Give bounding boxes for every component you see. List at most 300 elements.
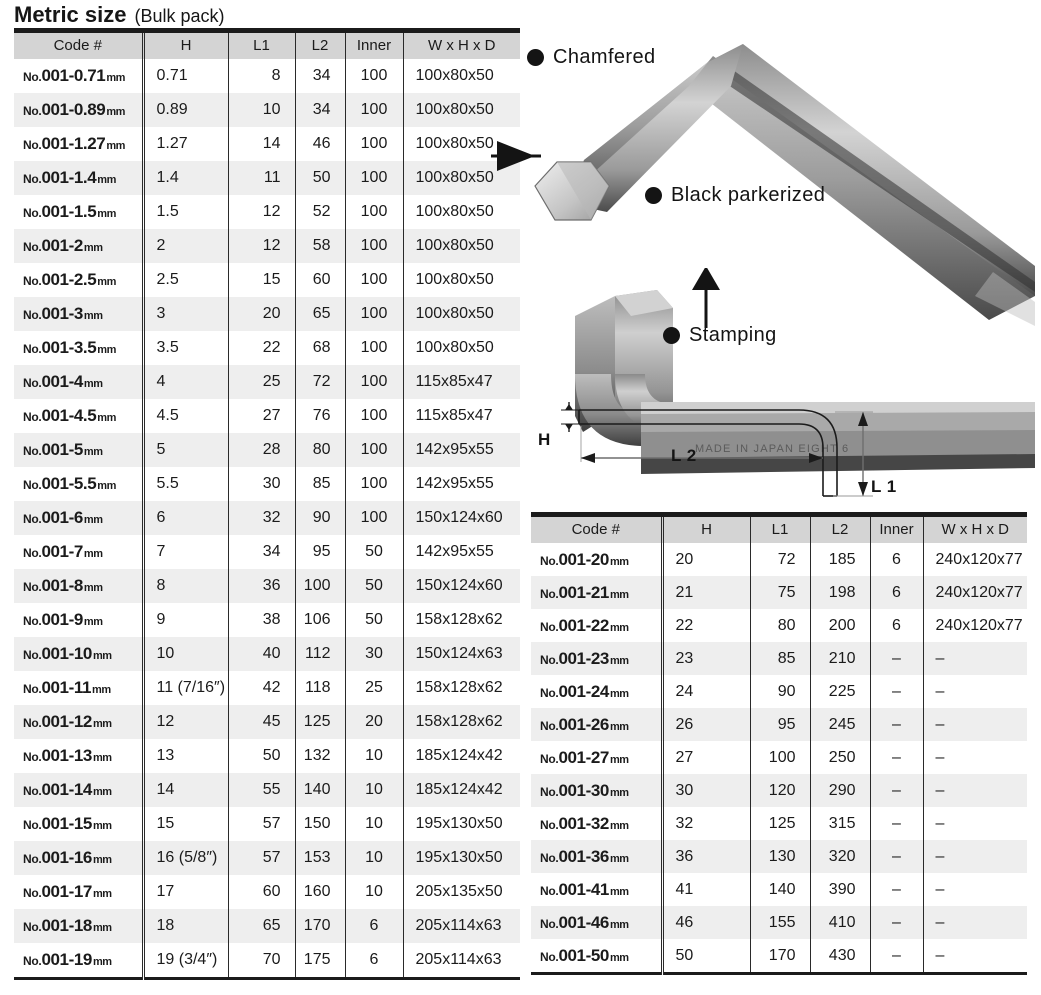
code-unit: mm [92,888,112,900]
code-unit: mm [609,753,629,766]
code-unit: mm [609,687,629,700]
code-unit: mm [83,378,103,390]
cell-h: 0.89 [143,93,228,127]
code-number: 001-19 [41,950,92,969]
code-unit: mm [609,786,629,799]
cell-l1: 55 [228,773,295,807]
cell-l1: 22 [228,331,295,365]
cell-dimensions: – [923,939,1027,974]
table-right-header-row [531,517,1027,543]
cell-inner: 100 [345,195,403,229]
code-prefix: No. [23,954,42,968]
code-prefix: No. [23,376,42,390]
table-row [14,569,520,603]
code-prefix: No. [23,546,42,560]
cell-code [14,399,143,433]
cell-l1: 140 [750,873,810,906]
code-unit: mm [609,555,629,568]
code-prefix: No. [540,817,559,832]
col-header-inner: Inner [345,33,403,59]
cell-code [14,59,143,93]
code-number: 001-26 [558,714,609,734]
callout-chamfered [527,46,656,69]
code-number: 001-16 [41,848,92,867]
cell-inner: 100 [345,161,403,195]
cell-code [14,229,143,263]
code-unit: mm [609,588,629,601]
cell-l1: 80 [750,609,810,642]
col-header-inner: Inner [870,517,923,543]
cell-code [531,873,662,906]
code-prefix: No. [23,444,42,458]
code-number: 001-3 [41,304,83,323]
cell-code [531,906,662,939]
table-row [531,873,1027,906]
cell-code [14,127,143,161]
cell-h: 32 [662,807,750,840]
cell-inner: – [870,708,923,741]
page-title-main: Metric size [14,2,127,27]
dimension-label-h: H [538,430,551,449]
code-prefix: No. [540,553,559,568]
code-prefix: No. [23,478,42,492]
cell-h: 26 [662,708,750,741]
cell-l1: 36 [228,569,295,603]
cell-h: 27 [662,741,750,774]
cell-code [14,263,143,297]
code-prefix: No. [23,172,42,186]
code-unit: mm [609,951,629,964]
cell-l2: 390 [810,873,870,906]
cell-dimensions: 100x80x50 [403,127,520,161]
cell-l1: 85 [750,642,810,675]
table-row [531,609,1027,642]
code-prefix: No. [540,916,559,931]
table-row [531,939,1027,974]
code-unit: mm [609,819,629,832]
cell-l1: 8 [228,59,295,93]
cell-dimensions: 100x80x50 [403,195,520,229]
code-prefix: No. [540,883,559,898]
cell-l2: 60 [295,263,345,297]
cell-inner: 100 [345,399,403,433]
cell-l2: 52 [295,195,345,229]
cell-h: 3 [143,297,228,331]
table-row [14,943,520,979]
cell-l2: 150 [295,807,345,841]
cell-l2: 175 [295,943,345,979]
cell-l1: 27 [228,399,295,433]
table-row [14,229,520,263]
cell-code [14,637,143,671]
cell-h: 5.5 [143,467,228,501]
cell-dimensions: 142x95x55 [403,535,520,569]
code-prefix: No. [23,512,42,526]
cell-dimensions: – [923,675,1027,708]
code-prefix: No. [23,784,42,798]
code-unit: mm [92,820,112,832]
cell-h: 8 [143,569,228,603]
cell-l1: 57 [228,841,295,875]
cell-dimensions: 100x80x50 [403,161,520,195]
cell-code [14,909,143,943]
table-right-header [531,512,1027,543]
code-number: 001-41 [558,879,609,899]
cell-dimensions: 240x120x77 [923,609,1027,642]
cell-inner: 25 [345,671,403,705]
code-prefix: No. [540,652,559,667]
cell-l2: 46 [295,127,345,161]
cell-inner: 50 [345,603,403,637]
page-title-sub: (Bulk pack) [134,6,225,26]
cell-inner: 50 [345,569,403,603]
cell-code [14,603,143,637]
code-number: 001-20 [558,549,609,569]
cell-l1: 42 [228,671,295,705]
cell-l2: 410 [810,906,870,939]
code-number: 001-30 [558,780,609,800]
cell-inner: 6 [870,543,923,576]
cell-inner: 100 [345,127,403,161]
cell-l1: 25 [228,365,295,399]
code-prefix: No. [23,240,42,254]
code-unit: mm [609,621,629,634]
code-unit: mm [83,446,103,458]
cell-dimensions: 240x120x77 [923,576,1027,609]
cell-dimensions: 195x130x50 [403,807,520,841]
cell-h: 12 [143,705,228,739]
code-unit: mm [83,548,103,560]
code-prefix: No. [23,614,42,628]
code-unit: mm [92,650,112,662]
cell-dimensions: 240x120x77 [923,543,1027,576]
cell-l2: 125 [295,705,345,739]
table-row [531,807,1027,840]
cell-h: 7 [143,535,228,569]
cell-l2: 90 [295,501,345,535]
cell-inner: 100 [345,93,403,127]
cell-h: 15 [143,807,228,841]
code-prefix: No. [540,949,559,964]
cell-l1: 90 [750,675,810,708]
cell-dimensions: 100x80x50 [403,59,520,93]
code-unit: mm [609,885,629,898]
code-number: 001-1.4 [41,168,97,187]
table-row [14,875,520,909]
code-number: 001-21 [558,582,609,602]
cell-h: 19 (3/4″) [143,943,228,979]
cell-dimensions: 100x80x50 [403,331,520,365]
code-number: 001-50 [558,945,609,965]
cell-inner: – [870,675,923,708]
cell-l1: 155 [750,906,810,939]
code-number: 001-23 [558,648,609,668]
code-number: 001-22 [558,615,609,635]
cell-l2: 95 [295,535,345,569]
table-row [531,906,1027,939]
cell-dimensions: – [923,840,1027,873]
cell-code [14,161,143,195]
col-header-l2: L2 [295,33,345,59]
cell-l2: 153 [295,841,345,875]
code-prefix: No. [540,685,559,700]
code-unit: mm [92,922,112,934]
table-left-header [14,28,520,59]
code-unit: mm [97,412,116,424]
cell-h: 2.5 [143,263,228,297]
cell-l2: 320 [810,840,870,873]
cell-dimensions: – [923,873,1027,906]
cell-l2: 68 [295,331,345,365]
stamping-engraving: MADE IN JAPAN EIGHT 6 [695,443,850,455]
code-unit: mm [97,276,116,288]
code-number: 001-1.5 [41,202,97,221]
cell-inner: 100 [345,467,403,501]
cell-h: 10 [143,637,228,671]
code-unit: mm [609,852,629,865]
code-number: 001-5.5 [41,474,97,493]
callout-chamfered-label: Chamfered [553,46,656,68]
cell-inner: 6 [345,909,403,943]
cell-inner: 100 [345,263,403,297]
code-unit: mm [609,918,629,931]
cell-h: 30 [662,774,750,807]
code-prefix: No. [23,70,42,84]
code-unit: mm [92,956,112,968]
cell-code [14,569,143,603]
table-left-body [14,59,520,979]
cell-l2: 85 [295,467,345,501]
code-prefix: No. [540,586,559,601]
cell-l1: 11 [228,161,295,195]
code-number: 001-2.5 [41,270,97,289]
cell-dimensions: 195x130x50 [403,841,520,875]
cell-inner: 10 [345,739,403,773]
cell-code [531,642,662,675]
cell-dimensions: 100x80x50 [403,229,520,263]
cell-code [531,609,662,642]
cell-code [531,840,662,873]
cell-l2: 185 [810,543,870,576]
cell-dimensions: 205x114x63 [403,909,520,943]
code-number: 001-9 [41,610,83,629]
cell-inner: 10 [345,875,403,909]
cell-h: 4 [143,365,228,399]
cell-h: 20 [662,543,750,576]
cell-l2: 72 [295,365,345,399]
cell-code [531,741,662,774]
code-prefix: No. [23,138,42,152]
cell-dimensions: – [923,774,1027,807]
code-number: 001-4.5 [41,406,97,425]
code-number: 001-1.27 [41,134,106,153]
table-left-header-row [14,33,520,59]
table-row [14,705,520,739]
bullet-icon [645,187,662,204]
code-number: 001-0.71 [41,66,106,85]
cell-inner: 100 [345,433,403,467]
code-prefix: No. [540,751,559,766]
cell-inner: 100 [345,297,403,331]
cell-h: 11 (7/16″) [143,671,228,705]
cell-l1: 130 [750,840,810,873]
cell-h: 23 [662,642,750,675]
cell-dimensions: 100x80x50 [403,263,520,297]
cell-l2: 250 [810,741,870,774]
cell-dimensions: 205x135x50 [403,875,520,909]
cell-dimensions: 185x124x42 [403,773,520,807]
cell-l2: 200 [810,609,870,642]
code-prefix: No. [540,784,559,799]
cell-dimensions: 205x114x63 [403,943,520,979]
cell-inner: – [870,642,923,675]
cell-code [14,535,143,569]
cell-inner: 100 [345,229,403,263]
cell-code [14,433,143,467]
cell-l1: 34 [228,535,295,569]
table-row [14,671,520,705]
table-row [14,773,520,807]
col-header-h: H [662,517,750,543]
cell-l1: 70 [228,943,295,979]
cell-l1: 32 [228,501,295,535]
product-illustration [523,34,1041,502]
callout-stamping [663,324,777,347]
cell-dimensions: 150x124x63 [403,637,520,671]
code-prefix: No. [23,274,42,288]
table-row [14,501,520,535]
cell-l2: 225 [810,675,870,708]
cell-l2: 210 [810,642,870,675]
cell-l1: 100 [750,741,810,774]
cell-h: 2 [143,229,228,263]
table-row [14,365,520,399]
cell-dimensions: – [923,741,1027,774]
cell-l1: 12 [228,195,295,229]
code-number: 001-3.5 [41,338,97,357]
cell-inner: 6 [870,609,923,642]
code-prefix: No. [540,619,559,634]
table-row [14,637,520,671]
cell-inner: – [870,741,923,774]
page-title [14,2,225,28]
code-number: 001-13 [41,746,92,765]
cell-l1: 125 [750,807,810,840]
cell-l1: 95 [750,708,810,741]
cell-l2: 34 [295,93,345,127]
table-row [531,543,1027,576]
cell-code [14,773,143,807]
code-unit: mm [92,684,111,696]
cell-dimensions: 158x128x62 [403,671,520,705]
col-header-l1: L1 [750,517,810,543]
cell-h: 4.5 [143,399,228,433]
cell-l1: 20 [228,297,295,331]
cell-l1: 14 [228,127,295,161]
cell-l1: 60 [228,875,295,909]
cell-code [14,739,143,773]
cell-dimensions: 150x124x60 [403,501,520,535]
col-header-dim: W x H x D [923,517,1027,543]
cell-inner: – [870,807,923,840]
cell-l2: 160 [295,875,345,909]
code-prefix: No. [23,818,42,832]
cell-h: 16 (5/8″) [143,841,228,875]
code-prefix: No. [23,852,42,866]
cell-l1: 38 [228,603,295,637]
cell-l2: 290 [810,774,870,807]
cell-code [14,501,143,535]
cell-code [531,708,662,741]
cell-h: 13 [143,739,228,773]
cell-code [14,943,143,979]
cell-dimensions: 150x124x60 [403,569,520,603]
cell-inner: – [870,873,923,906]
cell-l2: 430 [810,939,870,974]
code-prefix: No. [23,716,42,730]
chamfered-arrow-icon [301,139,541,173]
cell-l2: 65 [295,297,345,331]
spec-table-right [531,512,1027,975]
code-prefix: No. [23,580,42,594]
code-unit: mm [97,344,116,356]
code-prefix: No. [23,648,42,662]
cell-dimensions: 142x95x55 [403,433,520,467]
stamping-arrow-icon [689,268,723,328]
cell-inner: – [870,939,923,974]
table-row [14,297,520,331]
cell-l1: 75 [750,576,810,609]
col-header-code: Code # [531,517,662,543]
cell-inner: 10 [345,841,403,875]
code-number: 001-15 [41,814,92,833]
table-row [14,841,520,875]
bullet-icon [527,49,544,66]
col-header-l2: L2 [810,517,870,543]
dimension-label-l2: L 2 [671,446,697,465]
code-number: 001-14 [41,780,92,799]
code-unit: mm [106,106,125,118]
code-number: 001-8 [41,576,83,595]
code-number: 001-10 [41,644,92,663]
cell-code [14,671,143,705]
cell-code [14,297,143,331]
cell-code [531,774,662,807]
callout-parkerized-label: Black parkerized [671,184,826,206]
cell-inner: – [870,774,923,807]
cell-h: 9 [143,603,228,637]
code-prefix: No. [23,308,42,322]
table-row [14,603,520,637]
cell-l2: 34 [295,59,345,93]
cell-code [531,543,662,576]
table-row [14,93,520,127]
code-prefix: No. [23,886,42,900]
cell-h: 1.27 [143,127,228,161]
cell-l1: 40 [228,637,295,671]
cell-dimensions: 115x85x47 [403,399,520,433]
cell-l2: 112 [295,637,345,671]
cell-h: 0.71 [143,59,228,93]
code-number: 001-0.89 [41,100,106,119]
cell-inner: 50 [345,535,403,569]
callout-stamping-label: Stamping [689,324,777,346]
cell-l1: 170 [750,939,810,974]
cell-l1: 57 [228,807,295,841]
code-prefix: No. [23,410,42,424]
table-row [14,331,520,365]
code-prefix: No. [23,206,42,220]
